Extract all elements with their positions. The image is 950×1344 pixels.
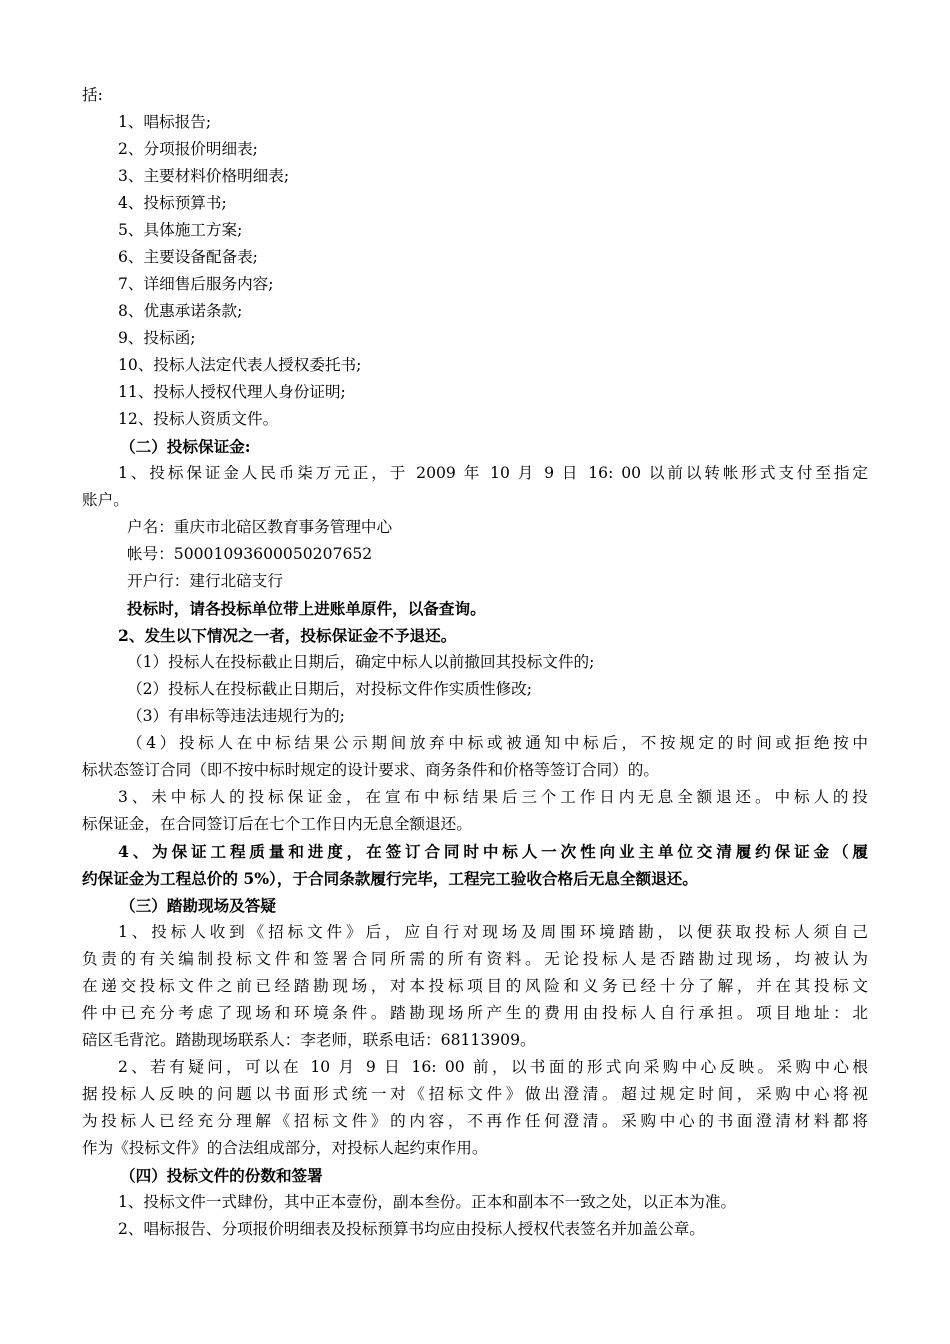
text-line: 括: [82, 86, 103, 104]
list-item: （2）投标人在投标截止日期后，对投标文件作实质性修改; [127, 680, 533, 698]
section-heading: （四）投标文件的份数和签署 [120, 1166, 323, 1185]
bold-paragraph-line: 4、为保证工程质量和进度，在签订合同时中标人一次性向业主单位交清履约保证金（履 [118, 842, 868, 861]
paragraph-line: 碚区毛背沱。踏勘现场联系人：李老师，联系电话：68113909。 [82, 1031, 536, 1049]
list-item: 12、投标人资质文件。 [118, 410, 279, 428]
paragraph-line: 1、投标保证金人民币柒万元正，于 2009 年 10 月 9 日 16: 00 以前以转帐形式支付至指定 [118, 464, 868, 482]
list-item: 8、优惠承诺条款; [118, 302, 243, 320]
section-heading: （三）踏勘现场及答疑 [120, 896, 276, 915]
list-item: （3）有串标等违法违规行为的; [127, 707, 345, 725]
list-item: 2、分项报价明细表; [118, 140, 258, 158]
paragraph-line: 据投标人反映的问题以书面形式统一对《招标文件》做出澄清。超过规定时间，采购中心将视 [82, 1085, 868, 1103]
bold-paragraph-line: 约保证金为工程总价的 5%），于合同条款履行完毕，工程完工验收合格后无息全额退还。 [82, 869, 698, 888]
paragraph-line: 3、未中标人的投标保证金，在宣布中标结果后三个工作日内无息全额退还。中标人的投 [118, 788, 868, 806]
list-item: 1、唱标报告; [118, 113, 212, 131]
paragraph-line: 为投标人已经充分理解《招标文件》的内容，不再作任何澄清。采购中心的书面澄清材料都将 [82, 1112, 868, 1130]
paragraph-line: 作为《投标文件》的合法组成部分，对投标人起约束作用。 [82, 1139, 488, 1157]
list-item: 6、主要设备配备表; [118, 248, 258, 266]
account-bank: 开户行：建行北碚支行 [127, 572, 283, 590]
paragraph-line: 2、若有疑问，可以在 10 月 9 日 16: 00 前，以书面的形式向采购中心反映。采购中心根 [118, 1058, 868, 1076]
paragraph-line: 1、投标人收到《招标文件》后，应自行对现场及周围环境踏勘，以便获取投标人须自己 [118, 923, 868, 941]
paragraph-line: 在递交投标文件之前已经踏勘现场，对本投标项目的风险和义务已经十分了解，并在其投标文 [82, 977, 868, 995]
paragraph-line: 标保证金，在合同签订后在七个工作日内无息全额退还。 [82, 815, 472, 833]
list-item: 4、投标预算书; [118, 194, 227, 212]
paragraph-line: 2、唱标报告、分项报价明细表及投标预算书均应由投标人授权代表签名并加盖公章。 [118, 1220, 705, 1238]
paragraph-line: 账户。 [82, 491, 129, 509]
account-name: 户名：重庆市北碚区教育事务管理中心 [127, 518, 393, 536]
list-item: 9、投标函; [118, 329, 196, 347]
paragraph-line: 负责的有关编制投标文件和签署合同所需的所有资料。无论投标人是否踏勘过现场，均被认为 [82, 950, 868, 968]
list-item: 3、主要材料价格明细表; [118, 167, 290, 185]
section-heading: （二）投标保证金: [120, 437, 251, 456]
list-item: 10、投标人法定代表人授权委托书; [118, 356, 362, 374]
paragraph-line: （4）投标人在中标结果公示期间放弃中标或被通知中标后，不按规定的时间或拒绝按中 [127, 734, 868, 752]
list-item: 5、具体施工方案; [118, 221, 243, 239]
list-item: 7、详细售后服务内容; [118, 275, 274, 293]
bold-notice: 2、发生以下情况之一者，投标保证金不予退还。 [118, 626, 457, 645]
paragraph-line: 件中已充分考虑了现场和环境条件。踏勘现场所产生的费用由投标人自行承担。项目地址：北 [82, 1004, 868, 1022]
bold-notice: 投标时，请各投标单位带上进账单原件，以备查询。 [127, 599, 486, 618]
list-item: （1）投标人在投标截止日期后，确定中标人以前撤回其投标文件的; [127, 653, 595, 671]
paragraph-line: 标状态签订合同（即不按中标时规定的设计要求、商务条件和价格等签订合同）的。 [82, 761, 659, 779]
account-number: 帐号：50001093600050207652 [127, 545, 373, 563]
list-item: 11、投标人授权代理人身份证明; [118, 383, 346, 401]
paragraph-line: 1、投标文件一式肆份，其中正本壹份，副本叁份。正本和副本不一致之处，以正本为准。 [118, 1193, 737, 1211]
